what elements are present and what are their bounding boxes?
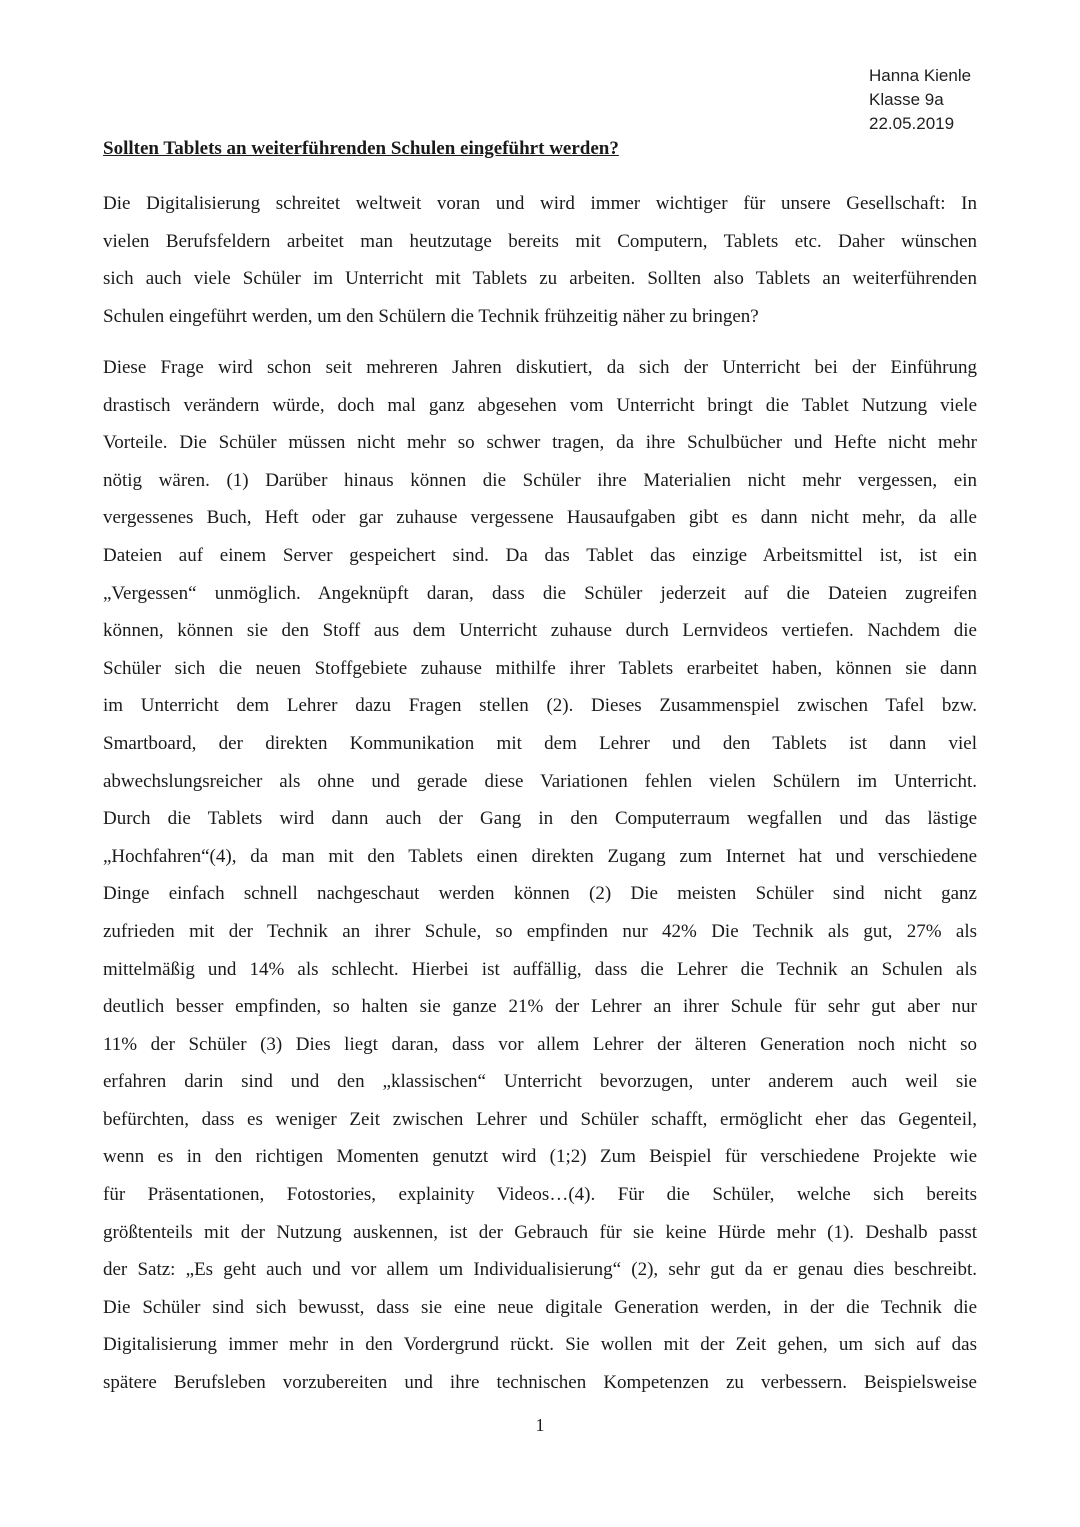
paragraph-line: größtenteils mit der Nutzung auskennen, ist der Gebrauch für sie keine Hürde mehr (1). Deshalb passt [103, 1221, 977, 1243]
paragraph-line: Dateien auf einem Server gespeichert sind. Da das Tablet das einzige Arbeitsmittel ist, ist ein [103, 544, 977, 566]
paragraph-line: spätere Berufsleben vorzubereiten und ihre technischen Kompetenzen zu verbessern. Beispielsweise [103, 1372, 977, 1394]
paragraph-line: Die Digitalisierung schreitet weltweit voran und wird immer wichtiger für unsere Gesellschaft: In [103, 193, 977, 214]
paragraph-line: mittelmäßig und 14% als schlecht. Hierbei ist auffällig, dass die Lehrer die Technik an Schulen als [103, 958, 977, 980]
paragraph-line: Schulen eingeführt werden, um den Schülern die Technik frühzeitig näher zu bringen? [103, 305, 759, 327]
paragraph-line: Durch die Tablets wird dann auch der Gang in den Computerraum wegfallen und das lästige [103, 808, 977, 830]
paragraph-line: Digitalisierung immer mehr in den Vordergrund rückt. Sie wollen mit der Zeit gehen, um sich auf das [103, 1334, 977, 1356]
paragraph-line: Dinge einfach schnell nachgeschaut werden können (2) Die meisten Schüler sind nicht ganz [103, 883, 977, 905]
paragraph-line: Die Schüler sind sich bewusst, dass sie eine neue digitale Generation werden, in der die Technik die [103, 1296, 977, 1318]
paragraph-line: „Vergessen“ unmöglich. Angeknüpft daran, dass die Schüler jederzeit auf die Dateien zugreifen [103, 582, 977, 604]
paragraph-line: „Hochfahren“(4), da man mit den Tablets einen direkten Zugang zum Internet hat und verschiedene [103, 845, 977, 867]
document-date: 22.05.2019 [869, 114, 955, 133]
paragraph-line: abwechslungsreicher als ohne und gerade diese Variationen fehlen vielen Schülern im Unterricht. [103, 770, 977, 792]
author-header [869, 64, 971, 136]
paragraph-line: wenn es in den richtigen Momenten genutzt wird (1;2) Zum Beispiel für verschiedene Projekte wie [103, 1146, 977, 1168]
author-class: Klasse 9a [869, 90, 944, 109]
paragraph-line: nötig wären. (1) Darüber hinaus können die Schüler ihre Materialien nicht mehr vergessen, ein [103, 469, 977, 491]
page-number: 1 [535, 1415, 545, 1435]
paragraph-line: vielen Berufsfeldern arbeitet man heutzutage bereits mit Computern, Tablets etc. Daher wünschen [103, 230, 977, 252]
paragraph-line: Vorteile. Die Schüler müssen nicht mehr so schwer tragen, da ihre Schulbücher und Hefte nicht mehr [103, 432, 977, 454]
paragraph-line: können, können sie den Stoff aus dem Unterricht zuhause durch Lernvideos vertiefen. Nachdem die [103, 620, 977, 642]
paragraph-intro [103, 185, 977, 335]
paragraph-line: vergessenes Buch, Heft oder gar zuhause vergessene Hausaufgaben gibt es dann nicht mehr, da alle [103, 507, 977, 529]
paragraph-line: Smartboard, der direkten Kommunikation mit dem Lehrer und den Tablets ist dann viel [103, 732, 977, 754]
paragraph-line: deutlich besser empfinden, so halten sie ganze 21% der Lehrer an ihrer Schule für sehr gut aber nur [103, 996, 977, 1018]
paragraph-line: für Präsentationen, Fotostories, explainity Videos…(4). Für die Schüler, welche sich bereits [103, 1184, 977, 1206]
paragraph-line: im Unterricht dem Lehrer dazu Fragen stellen (2). Dieses Zusammenspiel zwischen Tafel bzw. [103, 695, 977, 717]
paragraph-line: sich auch viele Schüler im Unterricht mit Tablets zu arbeiten. Sollten also Tablets an weiterführenden [103, 268, 977, 290]
document-title: Sollten Tablets an weiterführenden Schulen eingeführt werden? [103, 138, 619, 159]
paragraph-line: Schüler sich die neuen Stoffgebiete zuhause mithilfe ihrer Tablets erarbeitet haben, können sie dann [103, 657, 977, 679]
paragraph-line: befürchten, dass es weniger Zeit zwischen Lehrer und Schüler schafft, ermöglicht eher das Gegenteil, [103, 1108, 977, 1130]
paragraph-line: erfahren darin sind und den „klassischen“ Unterricht bevorzugen, unter anderem auch weil sie [103, 1071, 977, 1093]
paragraph-line: drastisch verändern würde, doch mal ganz abgesehen vom Unterricht bringt die Tablet Nutzung viele [103, 394, 977, 416]
paragraph-line: 11% der Schüler (3) Dies liegt daran, dass vor allem Lehrer der älteren Generation noch nicht so [103, 1033, 977, 1055]
paragraph-main [103, 349, 977, 1402]
paragraph-line: zufrieden mit der Technik an ihrer Schule, so empfinden nur 42% Die Technik als gut, 27% als [103, 920, 977, 942]
paragraph-line: Diese Frage wird schon seit mehreren Jahren diskutiert, da sich der Unterricht bei der Einführung [103, 357, 977, 378]
paragraph-line: der Satz: „Es geht auch und vor allem um Individualisierung“ (2), sehr gut da er genau dies beschreibt. [103, 1259, 977, 1281]
author-name: Hanna Kienle [869, 66, 972, 85]
